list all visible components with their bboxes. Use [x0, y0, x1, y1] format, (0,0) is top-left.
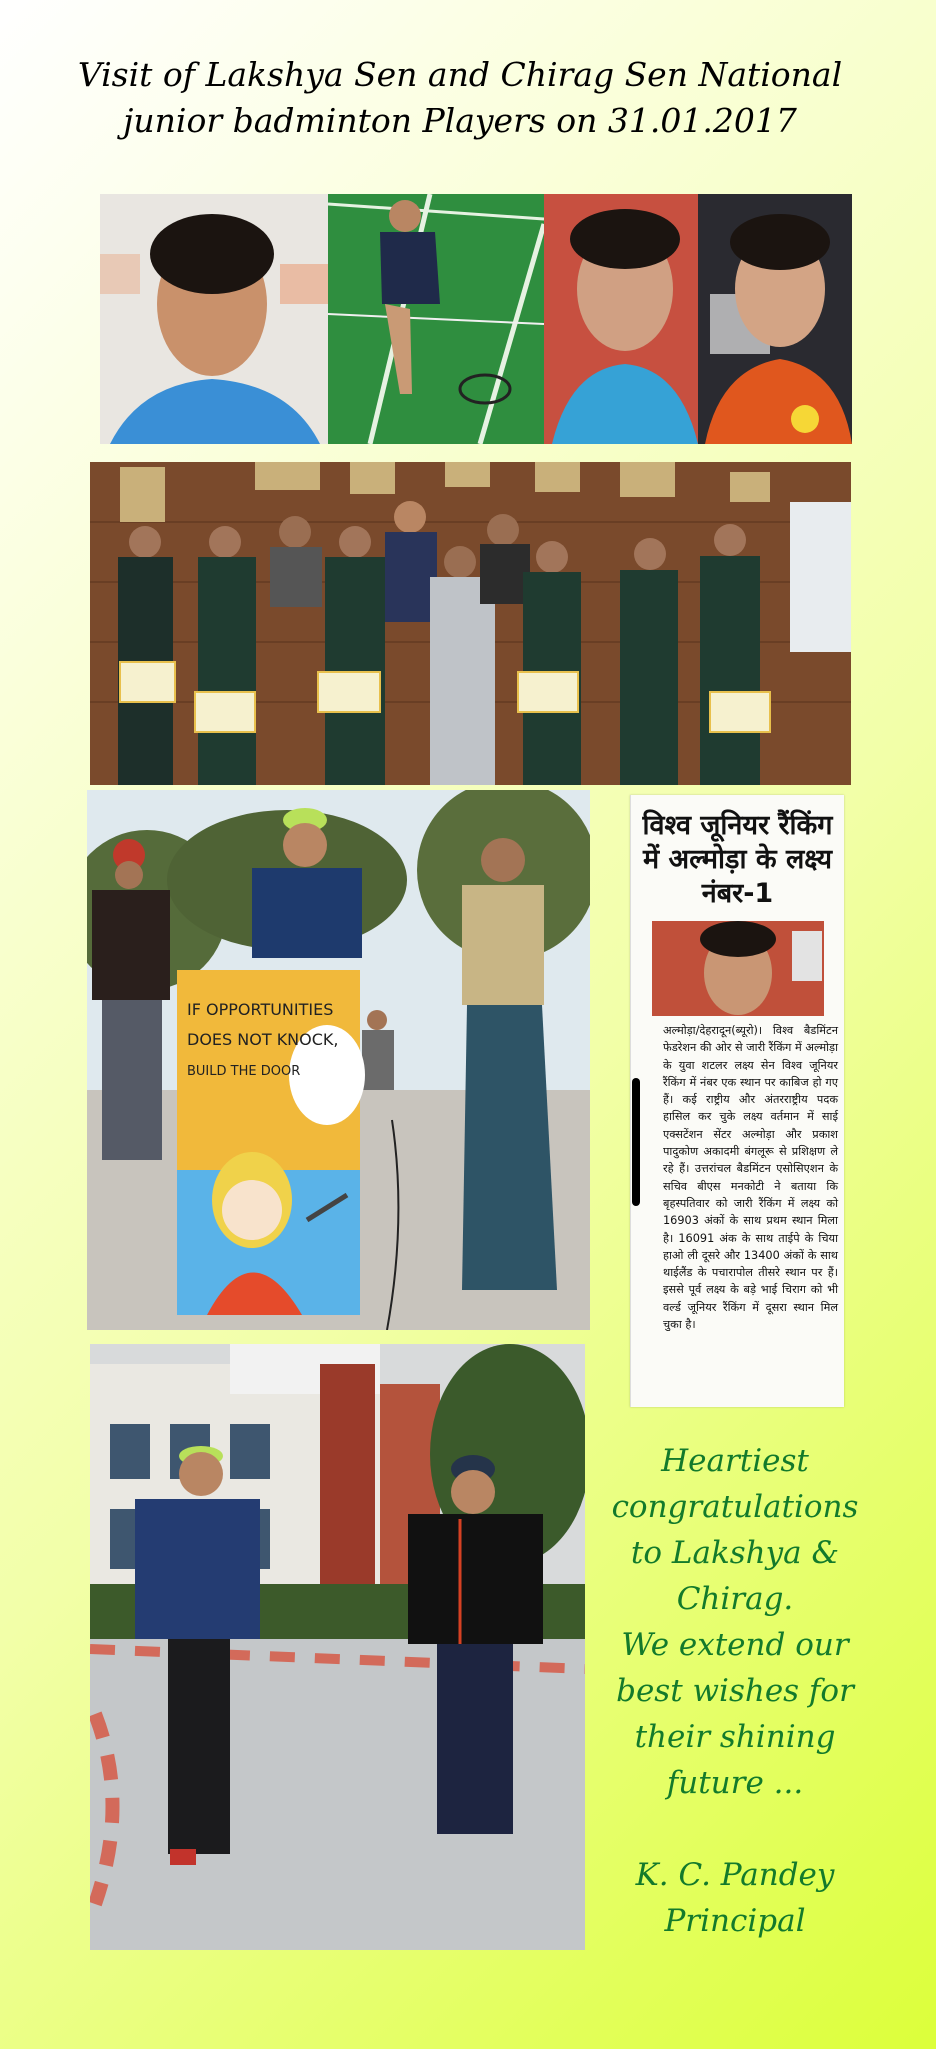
congratulations-message — [600, 1438, 870, 1806]
title-line-1: Visit of Lakshya Sen and Chirag Sen National — [77, 55, 843, 94]
walking-photo — [90, 1344, 585, 1950]
portraits-photo — [100, 194, 852, 444]
group-photo — [90, 462, 851, 785]
poster-line-1: IF OPPORTUNITIES — [187, 1000, 334, 1019]
portraits-image — [100, 194, 852, 444]
poster-line-3: BUILD THE DOOR — [187, 1064, 301, 1079]
wish-line-1: Heartiest — [661, 1443, 809, 1479]
clipping-edge-mark — [632, 1078, 640, 1206]
wish-line-4: Chirag. — [676, 1581, 794, 1617]
speech-image — [87, 790, 590, 1330]
wish-line-7: their shining — [634, 1719, 836, 1755]
signature-name: K. C. Pandey — [635, 1857, 835, 1893]
clipping-image — [652, 921, 824, 1016]
clipping-photo — [652, 921, 824, 1016]
newspaper-clipping — [630, 795, 844, 1407]
wish-line-8: future ... — [666, 1765, 804, 1801]
wish-line-6: best wishes for — [616, 1673, 854, 1709]
clipping-headline: विश्व जूनियर रैंकिंग में अल्मोड़ा के लक्ष्य नंबर-1 — [642, 810, 833, 909]
group-image — [90, 462, 851, 785]
speech-photo — [87, 790, 590, 1330]
signature-block — [600, 1852, 870, 1944]
page-title — [60, 52, 860, 144]
title-line-2: junior badminton Players on 31.01.2017 — [123, 101, 797, 140]
wish-line-3: to Lakshya & — [630, 1535, 840, 1571]
clipping-body: अल्मोड़ा/देहरादून(ब्यूरो)। विश्व बैडमिंटन फेडरेशन की ओर से जारी रैंकिंग में अल्मोड़ा के युवा शटलर लक्ष्य सेन विश्व जूनियर रैंकिंग में नंबर एक स्थान पर काबिज हो गए हैं। कई राष्ट्रीय और अंतरराष्ट्रीय पदक हासिल कर चुके लक्ष्य वर्तमान में साई एक्सटेंशन सेंटर अल्मोड़ा और प्रकाश पादुकोण अकादमी बंगलूरू से प्रशिक्षण ले रहे हैं। उत्तरांचल बैडमिंटन एसोसिएशन के सचिव बीएस मनकोटी ने बताया कि बृहस्पतिवार को जारी रैंकिंग में लक्ष्य को 16903 अंकों के साथ प्रथम स्थान मिला है। 16091 अंक के साथ ताईपे के चिया हाओ ली दूसरे और 13400 अंकों के साथ थाईलैंड के पचारापोल तीसरे स्थान पर हैं। इससे पूर्व लक्ष्य के बड़े भाई चिराग को भी वर्ल्ड जूनियर रैंकिंग में दूसरा स्थान मिल चुका है। — [663, 1024, 838, 1332]
poster-line-2: DOES NOT KNOCK, — [187, 1030, 339, 1049]
wish-line-5: We extend our — [621, 1627, 849, 1663]
signature-designation: Principal — [664, 1903, 806, 1939]
walking-image — [90, 1344, 585, 1950]
wish-line-2: congratulations — [611, 1489, 859, 1525]
